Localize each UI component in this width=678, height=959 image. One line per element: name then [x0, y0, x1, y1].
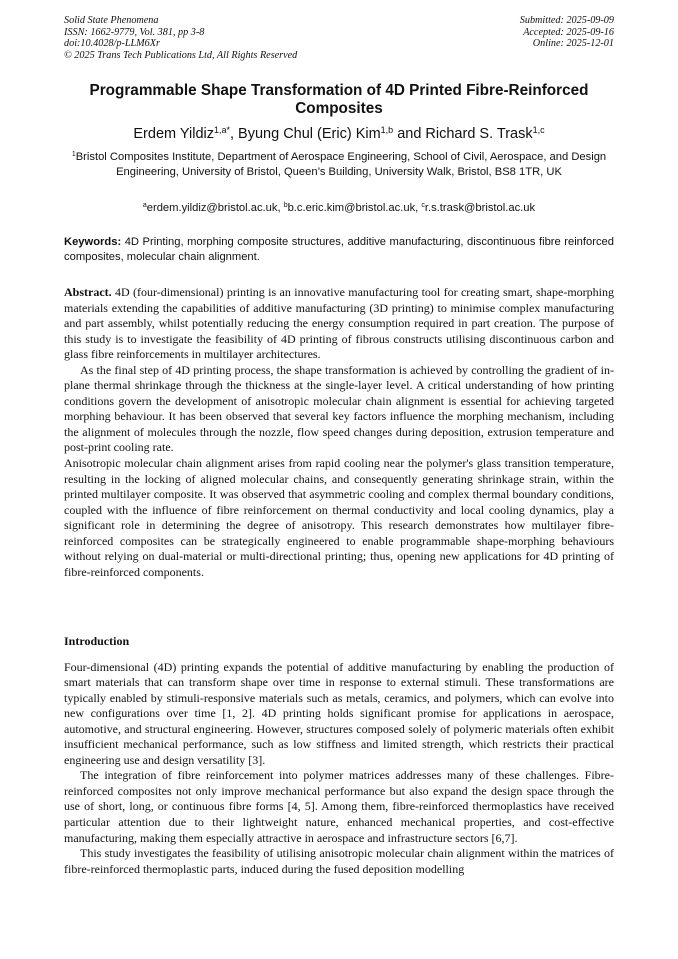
affiliation-sup: 1: [71, 151, 76, 159]
author-sup: 1,b: [380, 125, 394, 136]
abstract-paragraph: Anisotropic molecular chain alignment arises from rapid cooling near the polymer's glass transition temperature, resulting in the locking of aligned molecular chains, and consequently generating shrinkage strain, within the printed multilayer composite. It was observed that asymmetric cooling and complex thermal boundary conditions, coupled with the influence of fibre reinforcement on thermal conductivity and local cooling dynamics, play a significant role in determining the degree of anisotropy. This research demonstrates how multilayer fibre-reinforced composites can be strategically engineered to enable programmable shape-morphing behaviours without relying on dual-material or multi-directional printing; thus, opening new applications for 4D printing of fibre-reinforced components.: [64, 456, 614, 579]
body-paragraph: Four-dimensional (4D) printing expands the potential of additive manufacturing by enabling the production of smart materials that can transform shape over time in response to external stimuli. These transformations are typically enabled by stimuli-responsive materials such as metals, ceramics, and polymers, which can evolve into new configurations over time [1, 2]. 4D printing holds significant promise for applications in aerospace, automotive, and structural engineering. However, structures composed solely of polymeric materials often exhibit insufficient mechanical performance, such as low stiffness and limited strength, which restricts their practical engineering use and design versatility [3].: [64, 659, 614, 767]
issn-line: ISSN: 1662-9779, Vol. 381, pp 3-8: [64, 26, 205, 38]
abstract-label: Abstract.: [64, 285, 112, 299]
doi-line: doi:10.4028/p-LLM6Xr: [64, 38, 160, 50]
keywords-text: 4D Printing, morphing composite structures, additive manufacturing, discontinuous fibre reinforced composites, molecular chain alignment.: [64, 236, 614, 264]
introduction-section: [64, 634, 614, 877]
author-name: Richard S. Trask: [425, 126, 533, 142]
body-paragraph: This study investigates the feasibility of utilising anisotropic molecular chain alignment within the matrices of fibre-reinforced thermoplastic parts, induced during the fused deposition modelling: [64, 846, 614, 876]
keywords: [64, 235, 614, 266]
author-list: [40, 125, 638, 143]
abstract-paragraph: [64, 285, 614, 363]
journal-name: Solid State Phenomena: [64, 15, 159, 26]
affiliation: [64, 150, 614, 180]
author-separator: ,: [229, 126, 239, 142]
publication-dates: [520, 15, 614, 50]
body-paragraph: The integration of fibre reinforcement into polymer matrices addresses many of these challenges. Fibre-reinforced composites not only improve mechanical performance but also expand the design space through the use of short, long, or continuous fibre forms [4, 5]. Among them, fibre-reinforced thermoplastics have received particular attention due to their lightweight nature, enhanced mechanical properties, and cost-effective manufacturing, making them especially attractive in aerospace and infrastructure sectors [6,7].: [64, 768, 614, 845]
email-link[interactable]: r.s.trask@bristol.ac.uk: [424, 202, 536, 214]
abstract-paragraph: As the final step of 4D printing process, the shape transformation is achieved by controlling the gradient of in-plane thermal shrinkage through the thickness at the single-layer level. A critical understanding of how printing conditions govern the development of anisotropic molecular chain alignment is essential for achieving targeted morphing behaviour. It has been observed that several key factors influence the morphing mechanism, including the alignment of molecules through the nozzle, flow speed changes during deposition, extrusion temperature and post-print cooling rate.: [64, 362, 614, 455]
author-name: Erdem Yildiz: [133, 126, 214, 142]
copyright-line: © 2025 Trans Tech Publications Ltd, All Rights Reserved: [64, 49, 298, 61]
email-sup: c: [421, 202, 425, 210]
author-emails: [64, 201, 614, 215]
affiliation-text: Bristol Composites Institute, Department of Aerospace Engineering, School of Civil, Aerospace, and Design Engineering, University of Bristol, Queen’s Building, University Walk, Bristol, BS8 1TR, UK: [75, 151, 607, 178]
email-sup: b: [283, 202, 288, 210]
online-date: Online: 2025-12-01: [532, 38, 614, 50]
keywords-label: Keywords:: [64, 236, 122, 248]
author-sup: 1,c: [532, 125, 545, 136]
paper-title: Programmable Shape Transformation of 4D Printed Fibre-Reinforced Composites: [89, 82, 589, 117]
accepted-date: Accepted: 2025-09-16: [523, 26, 614, 38]
submitted-date: Submitted: 2025-09-09: [519, 15, 614, 26]
author-name: Byung Chul (Eric) Kim: [238, 126, 381, 142]
abstract-text: 4D (four-dimensional) printing is an innovative manufacturing tool for creating smart, shape-morphing materials extending the capabilities of additive manufacturing (3D printing) to minimise complex manufacturing and part assembly, whilst potentially reducing the energy consumption required in part creation. The purpose of this study is to investigate the feasibility of 4D printing of fibrous constructs utilising discontinuous carbon and glass fibre reinforcements in multilayer architectures.: [64, 285, 614, 362]
email-link[interactable]: erdem.yildiz@bristol.ac.uk,: [146, 202, 284, 214]
abstract: [64, 285, 614, 580]
author-sup: 1,a*: [213, 125, 230, 136]
section-heading: Introduction: [64, 634, 130, 648]
email-sup: a: [142, 202, 147, 210]
journal-info: [64, 15, 297, 61]
author-separator: and: [393, 126, 426, 142]
email-link[interactable]: b.c.eric.kim@bristol.ac.uk,: [287, 202, 422, 214]
